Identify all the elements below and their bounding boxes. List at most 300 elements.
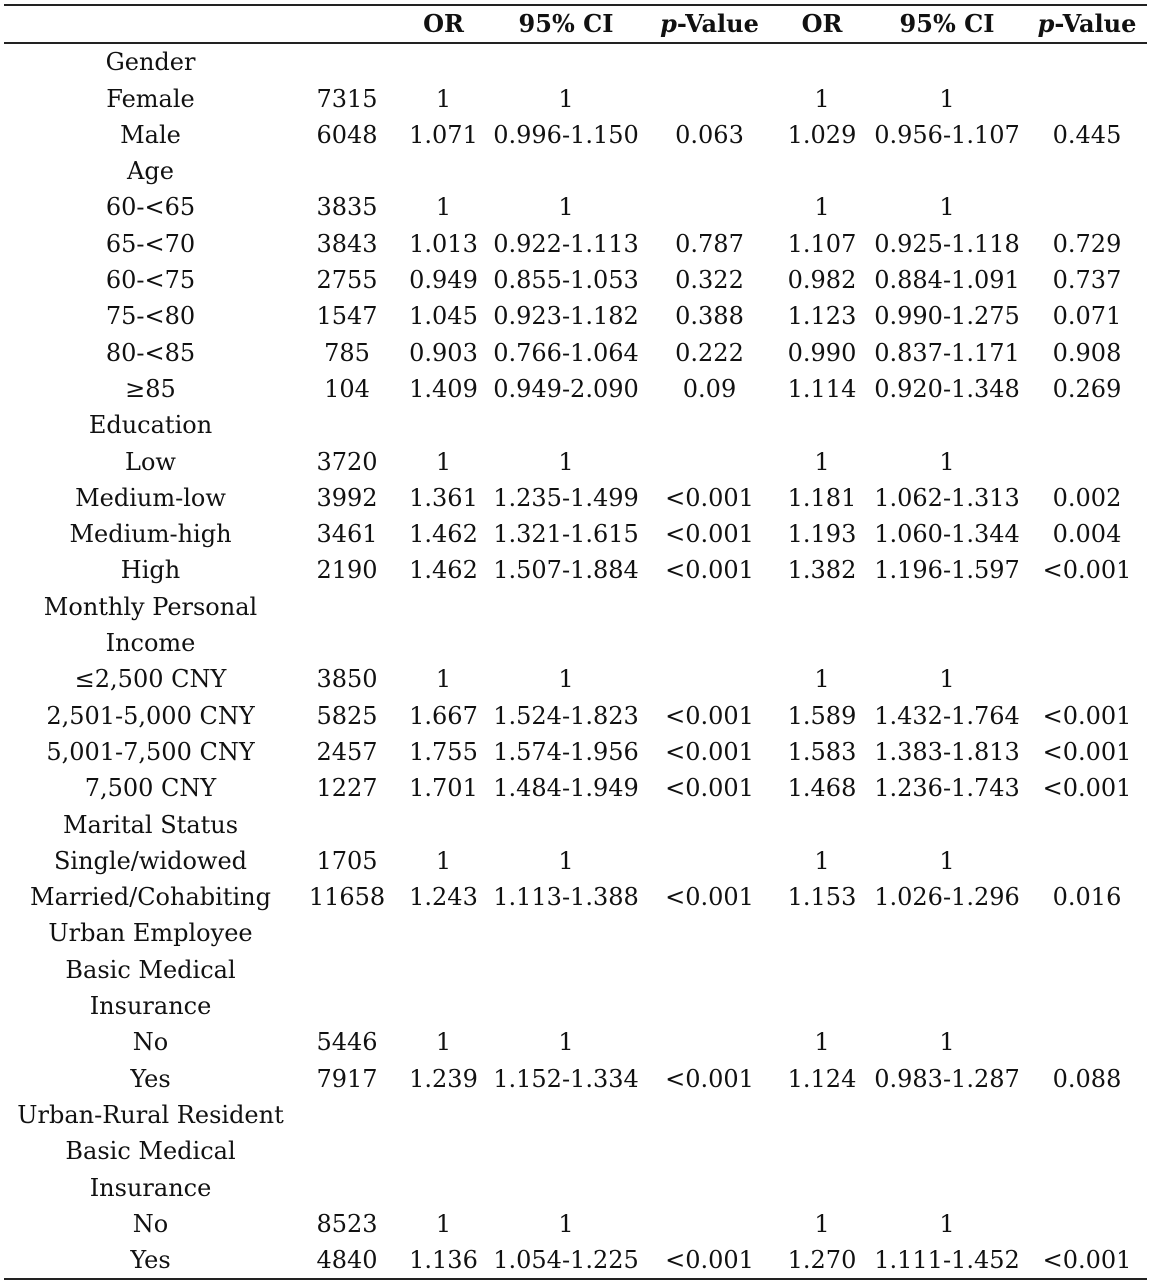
or-cell-model-1: 1 [435,193,452,222]
n-cell [297,43,397,80]
table-row [4,81,1147,117]
ci-cell-model-2 [867,1097,1027,1133]
table-row [4,444,1147,480]
or-cell-model-2: 1.153 [787,883,857,912]
or-cell-model-1 [397,952,490,988]
or-cell-model-1: 1 [435,846,452,875]
pvalue-cell-model-1: <0.001 [665,1064,754,1093]
or-cell-model-2 [777,625,867,661]
n-cell: 3720 [316,447,378,476]
header-ci-model-1: 95% CI [490,5,642,43]
ci-cell-model-2: 0.983-1.287 [874,1064,1020,1093]
ci-cell-model-2: 1 [939,1028,955,1057]
or-cell-model-1: 1 [435,665,452,694]
pvalue-cell-model-2: 0.004 [1052,520,1122,549]
ci-cell-model-1 [490,1133,642,1169]
ci-cell-model-2: 0.956-1.107 [874,120,1020,149]
or-cell-model-1 [397,407,490,443]
table-row [4,843,1147,879]
table-row [4,189,1147,225]
ci-cell-model-2 [867,1170,1027,1206]
table-row [4,43,1147,80]
variable-cell: 80-<85 [105,338,196,367]
table-row [4,698,1147,734]
ci-cell-model-1: 1 [558,1028,574,1057]
pvalue-cell-model-2 [1027,43,1147,80]
pvalue-p: p [660,9,677,38]
table-row [4,1242,1147,1279]
pvalue-cell-model-2 [1027,1024,1147,1060]
ci-cell-model-2 [867,589,1027,625]
ci-cell-model-1 [490,153,642,189]
or-cell-model-1 [397,988,490,1024]
pvalue-cell-model-1: <0.001 [665,883,754,912]
ci-cell-model-2: 1 [939,447,955,476]
n-cell: 104 [324,374,370,403]
ci-cell-model-1: 0.922-1.113 [493,229,639,258]
or-cell-model-2: 1.468 [787,774,857,803]
or-cell-model-2 [777,1170,867,1206]
n-cell: 7917 [316,1064,378,1093]
ci-cell-model-2 [867,407,1027,443]
pvalue-cell-model-2 [1027,1170,1147,1206]
pvalue-cell-model-1: 0.063 [675,120,744,149]
ci-cell-model-2: 1 [939,665,955,694]
n-cell [297,915,397,951]
or-cell-model-1: 1.409 [409,374,478,403]
pvalue-p: p [1037,9,1055,38]
pvalue-cell-model-1 [642,1170,777,1206]
ci-cell-model-1: 1 [558,84,574,113]
pvalue-cell-model-1: <0.001 [665,701,754,730]
ci-cell-model-1: 1.524-1.823 [493,701,639,730]
ci-cell-model-2 [867,43,1027,80]
variable-cell: Low [125,447,176,476]
or-cell-model-1 [397,1170,490,1206]
or-cell-model-2: 0.982 [787,266,857,295]
pvalue-cell-model-2: 0.088 [1052,1064,1122,1093]
ci-cell-model-1: 1.574-1.956 [493,737,639,766]
variable-cell: 5,001-7,500 CNY [46,737,255,766]
pvalue-cell-model-1: <0.001 [665,483,754,512]
table-row [4,1170,1147,1206]
ci-cell-model-1 [490,625,642,661]
ci-cell-model-1: 1.321-1.615 [493,520,639,549]
or-cell-model-1: 1.071 [409,120,478,149]
variable-cell: High [120,556,181,585]
pvalue-cell-model-2 [1027,589,1147,625]
or-cell-model-2 [777,915,867,951]
pvalue-cell-model-1 [642,81,777,117]
ci-cell-model-1: 1.507-1.884 [493,556,639,585]
pvalue-cell-model-1 [642,589,777,625]
or-cell-model-2: 1 [814,193,830,222]
table-row [4,879,1147,915]
or-cell-model-2 [777,1097,867,1133]
table-row [4,1097,1147,1133]
table-row [4,1024,1147,1060]
variable-cell: 65-<70 [105,229,196,258]
pvalue-cell-model-1: <0.001 [665,774,754,803]
or-cell-model-2: 1 [814,846,830,875]
n-cell: 785 [324,338,370,367]
pvalue-cell-model-1 [642,1206,777,1242]
table-row [4,915,1147,951]
pvalue-cell-model-1: 0.222 [675,338,744,367]
table-row [4,153,1147,189]
pvalue-cell-model-2: 0.071 [1052,302,1122,331]
or-cell-model-1: 1.462 [409,556,478,585]
pvalue-cell-model-1: <0.001 [642,1242,777,1279]
pvalue-cell-model-1 [642,189,777,225]
pvalue-rest: -Value [1054,9,1137,38]
or-cell-model-1: 1.136 [397,1242,490,1279]
header-pvalue-model-2 [1027,5,1147,43]
pvalue-cell-model-1 [642,407,777,443]
variable-cell: Urban Employee [48,919,253,948]
ci-cell-model-1: 1 [558,846,574,875]
variable-cell: Married/Cohabiting [30,883,271,912]
or-cell-model-2: 1 [814,1209,830,1238]
ci-cell-model-1: 0.996-1.150 [493,120,639,149]
header-row [4,5,1147,43]
table-row [4,661,1147,697]
or-cell-model-1 [397,1133,490,1169]
table-row [4,117,1147,153]
n-cell [297,1170,397,1206]
or-cell-model-1: 1.013 [409,229,478,258]
ci-cell-model-1 [490,589,642,625]
variable-cell: Education [88,411,213,440]
n-cell: 1705 [316,846,378,875]
ci-cell-model-2: 0.990-1.275 [874,302,1020,331]
table-row [4,552,1147,588]
ci-cell-model-2: 1 [939,846,955,875]
ci-cell-model-2 [867,153,1027,189]
ci-cell-model-1 [490,807,642,843]
table-row [4,407,1147,443]
or-cell-model-2: 1.114 [787,374,857,403]
variable-cell: 75-<80 [105,302,196,331]
table-row [4,298,1147,334]
n-cell [297,988,397,1024]
pvalue-cell-model-1 [642,807,777,843]
or-cell-model-1 [397,589,490,625]
header-n [297,5,397,43]
ci-cell-model-2: 1.026-1.296 [874,883,1020,912]
or-cell-model-1: 1.701 [409,774,478,803]
variable-cell: Insurance [89,1173,212,1202]
n-cell: 11658 [308,883,386,912]
n-cell: 1227 [316,774,378,803]
pvalue-cell-model-2 [1027,407,1147,443]
table-row [4,371,1147,407]
ci-cell-model-2: 0.837-1.171 [874,338,1020,367]
variable-cell: Marital Status [62,810,239,839]
ci-cell-model-1: 1 [558,1209,574,1238]
pvalue-cell-model-1 [642,444,777,480]
or-cell-model-1 [397,153,490,189]
variable-cell: Basic Medical [65,1137,236,1166]
or-cell-model-2: 1.107 [787,229,857,258]
table-row [4,1206,1147,1242]
or-cell-model-1 [397,807,490,843]
ci-cell-model-1 [490,407,642,443]
ci-cell-model-1 [490,1170,642,1206]
table-row [4,625,1147,661]
pvalue-cell-model-2: <0.001 [1042,774,1132,803]
ci-cell-model-2: 1 [939,1209,955,1238]
header-or-model-1: OR [397,5,490,43]
n-cell: 3843 [316,229,378,258]
or-cell-model-2: 1.583 [787,737,857,766]
ci-cell-model-1 [490,952,642,988]
or-cell-model-1: 1.239 [409,1064,478,1093]
variable-cell: ≤2,500 CNY [74,665,227,694]
ci-cell-model-2 [867,1133,1027,1169]
ci-cell-model-2: 1.062-1.313 [874,483,1020,512]
n-cell: 2190 [316,556,378,585]
pvalue-cell-model-2 [1027,661,1147,697]
ci-cell-model-1: 0.923-1.182 [493,302,639,331]
table-body [4,43,1147,1279]
table-row [4,1061,1147,1097]
or-cell-model-2: 1.123 [787,302,857,331]
pvalue-cell-model-1: <0.001 [665,556,754,585]
pvalue-cell-model-2 [1027,153,1147,189]
ci-cell-model-1: 1 [558,447,574,476]
ci-cell-model-1: 1.054-1.225 [490,1242,642,1279]
pvalue-cell-model-2: <0.001 [1042,556,1132,585]
or-cell-model-1: 1.243 [409,883,478,912]
or-cell-model-2 [777,589,867,625]
or-cell-model-1: 1.045 [409,302,478,331]
or-cell-model-2: 1.029 [787,120,857,149]
variable-cell: Medium-high [69,520,232,549]
or-cell-model-2 [777,988,867,1024]
pvalue-cell-model-1: <0.001 [665,737,754,766]
table-row [4,226,1147,262]
n-cell: 7315 [316,84,378,113]
pvalue-cell-model-1: 0.322 [675,266,744,295]
or-cell-model-2 [777,807,867,843]
ci-cell-model-1: 0.766-1.064 [493,338,639,367]
or-cell-model-1: 1.361 [409,483,478,512]
or-cell-model-1: 1.462 [409,520,478,549]
ci-cell-model-2: 1.111-1.452 [867,1242,1027,1279]
pvalue-rest: -Value [676,9,759,38]
pvalue-cell-model-1 [642,843,777,879]
pvalue-cell-model-2 [1027,1133,1147,1169]
n-cell: 1547 [316,302,378,331]
variable-cell: 7,500 CNY [84,774,217,803]
or-cell-model-2: 1.193 [787,520,857,549]
n-cell: 8523 [316,1209,378,1238]
pvalue-cell-model-2: 0.016 [1052,883,1122,912]
or-cell-model-1 [397,43,490,80]
variable-cell: Single/widowed [53,846,248,875]
ci-cell-model-1 [490,43,642,80]
or-cell-model-1 [397,915,490,951]
or-cell-model-2: 1.124 [787,1064,857,1093]
pvalue-cell-model-2 [1027,988,1147,1024]
table-row [4,807,1147,843]
n-cell [297,407,397,443]
ci-cell-model-2: 1.383-1.813 [874,737,1020,766]
pvalue-cell-model-2: 0.269 [1052,374,1122,403]
n-cell [297,952,397,988]
table-row [4,335,1147,371]
pvalue-cell-model-1: 0.787 [675,229,744,258]
pvalue-cell-model-1 [642,952,777,988]
table-row [4,480,1147,516]
table-row [4,589,1147,625]
n-cell [297,1133,397,1169]
header-or-model-2: OR [777,5,867,43]
pvalue-cell-model-2 [1027,1206,1147,1242]
or-cell-model-2: 1 [814,1028,830,1057]
pvalue-cell-model-2 [1027,189,1147,225]
or-cell-model-1: 1 [435,1028,452,1057]
table-row [4,988,1147,1024]
ci-cell-model-1: 1.484-1.949 [493,774,639,803]
pvalue-cell-model-2 [1027,81,1147,117]
or-cell-model-2: 0.990 [787,338,857,367]
or-cell-model-2 [777,407,867,443]
or-cell-model-1: 1.755 [409,737,478,766]
n-cell [297,1097,397,1133]
ci-cell-model-1: 1.152-1.334 [493,1064,639,1093]
ci-cell-model-1: 0.855-1.053 [493,266,639,295]
variable-cell: Medium-low [75,483,226,512]
pvalue-cell-model-2 [1027,915,1147,951]
or-cell-model-2: 1.382 [787,556,857,585]
ci-cell-model-2: 0.925-1.118 [874,229,1020,258]
variable-cell: No [132,1209,169,1238]
pvalue-cell-model-1: 0.388 [675,302,744,331]
pvalue-cell-model-2: <0.001 [1042,701,1132,730]
ci-cell-model-1: 1.235-1.499 [493,483,639,512]
ci-cell-model-1: 1 [558,665,574,694]
pvalue-cell-model-2: 0.737 [1052,266,1122,295]
variable-cell: Basic Medical [65,955,236,984]
ci-cell-model-1: 0.949-2.090 [493,374,639,403]
ci-cell-model-2: 1 [939,193,955,222]
or-cell-model-1: 1 [435,84,452,113]
pvalue-cell-model-2: 0.729 [1052,229,1122,258]
variable-cell: Male [120,120,181,149]
n-cell: 5446 [316,1028,378,1057]
variable-cell: Yes [4,1242,297,1279]
header-ci-model-2: 95% CI [867,5,1027,43]
ci-cell-model-1: 1 [558,193,574,222]
table-row [4,770,1147,806]
table-row [4,1133,1147,1169]
variable-cell: Income [105,629,196,658]
or-cell-model-2: 1 [814,665,830,694]
n-cell [297,625,397,661]
pvalue-cell-model-2: 0.445 [1052,120,1122,149]
pvalue-cell-model-1 [642,661,777,697]
ci-cell-model-1: 1.113-1.388 [493,883,639,912]
pvalue-cell-model-2: <0.001 [1027,1242,1147,1279]
or-cell-model-1: 0.903 [409,338,478,367]
variable-cell: Age [127,157,174,186]
ci-cell-model-2: 0.884-1.091 [874,266,1020,295]
variable-cell: Insurance [89,992,212,1021]
pvalue-cell-model-1 [642,625,777,661]
or-cell-model-2 [777,153,867,189]
ci-cell-model-1 [490,1097,642,1133]
table-header [4,5,1147,43]
n-cell: 5825 [316,701,378,730]
pvalue-cell-model-2 [1027,444,1147,480]
ci-cell-model-2 [867,915,1027,951]
pvalue-cell-model-1 [642,43,777,80]
pvalue-cell-model-2 [1027,843,1147,879]
or-cell-model-2: 1.589 [787,701,857,730]
or-cell-model-2: 1 [814,447,830,476]
table-row [4,262,1147,298]
n-cell: 4840 [297,1242,397,1279]
or-cell-model-2: 1.270 [777,1242,867,1279]
pvalue-cell-model-2: 0.002 [1052,483,1122,512]
pvalue-cell-model-2: <0.001 [1042,737,1132,766]
n-cell: 6048 [316,120,378,149]
pvalue-cell-model-1 [642,1024,777,1060]
variable-cell: Monthly Personal [43,592,258,621]
variable-cell: 60-<65 [105,193,196,222]
pvalue-cell-model-1 [642,153,777,189]
n-cell: 3461 [316,520,378,549]
variable-cell: 2,501-5,000 CNY [46,701,255,730]
or-cell-model-1 [397,1097,490,1133]
ci-cell-model-2 [867,988,1027,1024]
header-pvalue-model-1 [642,5,777,43]
or-cell-model-1 [397,625,490,661]
pvalue-cell-model-1 [642,988,777,1024]
n-cell: 3850 [316,665,378,694]
n-cell [297,589,397,625]
table-row [4,516,1147,552]
pvalue-cell-model-2 [1027,807,1147,843]
n-cell: 2457 [316,737,378,766]
odds-ratio-table [4,4,1147,1280]
or-cell-model-1: 1.667 [409,701,478,730]
pvalue-cell-model-2 [1027,625,1147,661]
ci-cell-model-1 [490,915,642,951]
ci-cell-model-2: 1.060-1.344 [874,520,1020,549]
or-cell-model-1: 0.949 [409,266,478,295]
n-cell: 3835 [316,193,378,222]
n-cell [297,153,397,189]
variable-cell: Urban-Rural Resident [17,1100,284,1129]
n-cell [297,807,397,843]
pvalue-cell-model-1: 0.09 [682,374,737,403]
or-cell-model-2: 1 [814,84,830,113]
or-cell-model-2 [777,1133,867,1169]
pvalue-cell-model-1 [642,1133,777,1169]
variable-cell: Gender [105,48,196,77]
or-cell-model-2 [777,952,867,988]
pvalue-cell-model-1 [642,1097,777,1133]
table-row [4,734,1147,770]
variable-cell: No [132,1028,169,1057]
n-cell: 3992 [316,483,378,512]
pvalue-cell-model-1: <0.001 [665,520,754,549]
ci-cell-model-2 [867,807,1027,843]
ci-cell-model-2: 0.920-1.348 [874,374,1020,403]
